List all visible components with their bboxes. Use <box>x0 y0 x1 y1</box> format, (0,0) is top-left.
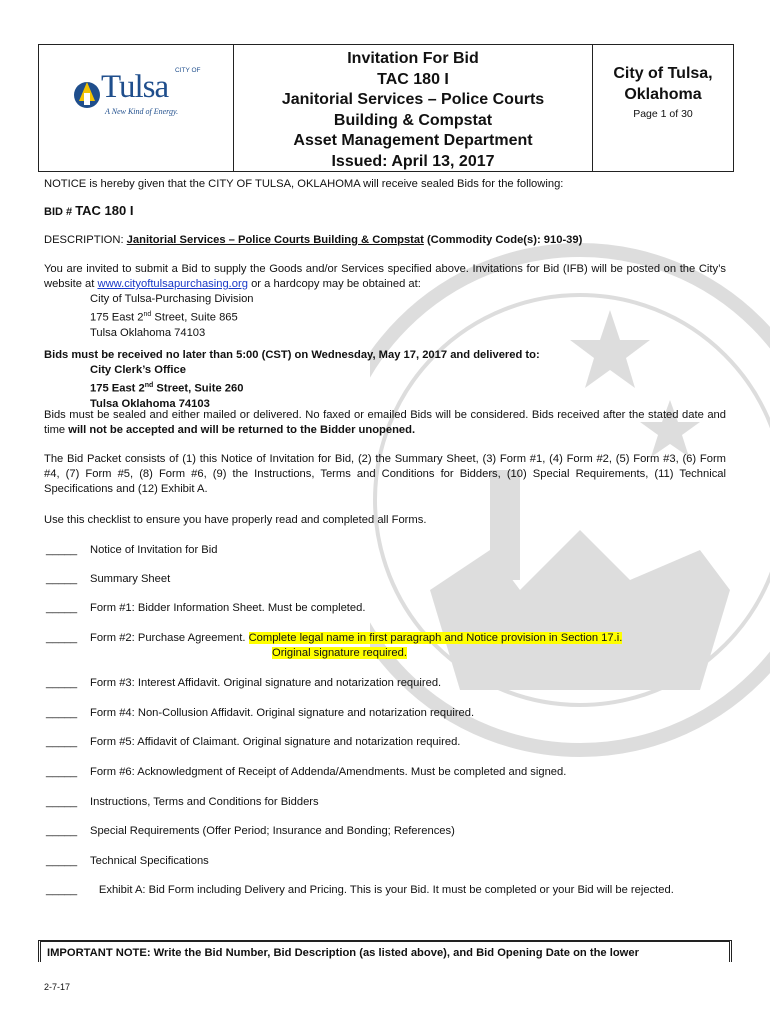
footer-date: 2-7-17 <box>44 982 71 992</box>
title-cell <box>234 45 593 171</box>
address-line <box>90 307 254 326</box>
checklist-blank[interactable]: _____ <box>46 825 78 837</box>
logo-tagline: A New Kind of Energy. <box>105 107 179 116</box>
title-line: Building & Compstat <box>333 111 493 129</box>
deadline-line: Bids must be received no later than 5:00 (CST) on Wednesday, May 17, 2017 and delivered to: <box>44 349 540 361</box>
checklist-blank[interactable]: _____ <box>46 632 78 644</box>
address-suite: Street, Suite 865 <box>151 311 238 324</box>
sealed-paragraph <box>44 408 726 438</box>
city-name <box>593 63 733 105</box>
checklist-item <box>46 601 366 616</box>
invite-paragraph <box>44 262 726 292</box>
checklist-blank[interactable]: _____ <box>46 884 78 896</box>
title-line: Invitation For Bid <box>347 50 479 67</box>
logo-city-of: CITY OF <box>175 67 201 74</box>
checklist-item <box>46 706 475 721</box>
checklist-blank[interactable]: _____ <box>46 855 78 867</box>
address-line: City Clerk’s Office <box>90 364 186 376</box>
checklist-intro: Use this checklist to ensure you have properly read and completed all Forms. <box>44 514 427 526</box>
checklist-label: Notice of Invitation for Bid <box>90 544 218 556</box>
form2-highlight-2: Original signature required. <box>272 647 407 659</box>
title-line: Asset Management Department <box>293 132 533 149</box>
checklist-item <box>46 543 218 558</box>
checklist-item <box>46 765 567 780</box>
checklist-label: Special Requirements (Offer Period; Insurance and Bonding; References) <box>90 825 455 837</box>
checklist-item <box>46 854 209 869</box>
checklist-blank[interactable]: _____ <box>46 573 78 585</box>
sealed-bold-text: will not be accepted and will be returned to the Bidder unopened. <box>68 424 416 436</box>
clerk-address <box>90 363 243 412</box>
checklist-blank[interactable]: _____ <box>46 544 78 556</box>
checklist-blank[interactable]: _____ <box>46 766 78 778</box>
checklist-item <box>46 824 455 839</box>
header-box <box>38 44 734 172</box>
checklist-blank[interactable]: _____ <box>46 677 78 689</box>
checklist-label: Form #6: Acknowledgment of Receipt of Addenda/Amendments. Must be completed and signed. <box>90 766 567 778</box>
invite-text: You are invited to submit a Bid to supply the Goods and/or Services specified above. Invitations for Bid (IFB) will be posted on the City’s website at <box>44 263 726 290</box>
bid-number <box>44 203 133 218</box>
checklist-label: Form #3: Interest Affidavit. Original signature and notarization required. <box>90 677 442 689</box>
page-number: Page 1 of 30 <box>633 108 693 120</box>
checklist-item <box>46 572 171 587</box>
checklist-item-exhibit <box>44 883 726 898</box>
checklist-blank[interactable]: _____ <box>46 796 78 808</box>
address-suite: Street, Suite 260 <box>153 382 244 395</box>
description-label: DESCRIPTION: <box>44 234 127 246</box>
bid-label: BID # <box>44 206 76 218</box>
description <box>44 233 582 248</box>
logo-cell <box>39 45 234 171</box>
title-line: Issued: April 13, 2017 <box>331 152 495 170</box>
city-line1: City of Tulsa, <box>613 65 713 82</box>
city-line2: Oklahoma <box>624 86 702 103</box>
address-line: Tulsa Oklahoma 74103 <box>90 397 210 410</box>
exhibit-label: Exhibit A: Bid Form including Delivery and Pricing. This is your Bid. It must be completed or your Bid will be rejected. <box>98 884 674 896</box>
checklist-label: Summary Sheet <box>90 573 171 585</box>
logo-wordmark: Tulsa <box>101 69 169 105</box>
checklist-item <box>46 795 319 810</box>
purchasing-address <box>90 292 254 341</box>
form2-highlight-line2 <box>272 646 407 661</box>
checklist-blank[interactable]: _____ <box>46 602 78 614</box>
checklist-label: Technical Specifications <box>90 855 209 867</box>
title-line: TAC 180 I <box>377 70 449 88</box>
checklist-label: Form #5: Affidavit of Claimant. Original signature and notarization required. <box>90 736 461 748</box>
invite-text-2: or a hardcopy may be obtained at: <box>247 278 421 290</box>
checklist-label: Form #1: Bidder Information Sheet. Must be completed. <box>90 602 366 614</box>
sealed-text: Bids must be sealed and either mailed or delivered. No faxed or emailed Bids will be considered. Bids received after the stated date and time <box>44 409 726 436</box>
form2-label: Form #2: Purchase Agreement. <box>90 632 246 644</box>
website-link[interactable]: www.cityoftulsapurchasing.org <box>97 278 248 290</box>
bid-value: TAC 180 I <box>75 203 134 218</box>
checklist-item <box>46 676 442 691</box>
form2-highlight: Complete legal name in first paragraph and Notice provision in Section 17.i. <box>248 632 623 644</box>
checklist-label <box>90 631 622 646</box>
address-line: Tulsa Oklahoma 74103 <box>90 326 206 339</box>
notice-text: NOTICE is hereby given that the CITY OF TULSA, OKLAHOMA will receive sealed Bids for the following: <box>44 178 564 190</box>
city-cell <box>593 45 733 171</box>
checklist-blank[interactable]: _____ <box>46 707 78 719</box>
packet-paragraph: The Bid Packet consists of (1) this Notice of Invitation for Bid, (2) the Summary Sheet, (3) Form #1, (4) Form #2, (5) Form #3, (6) Form #4, (7) Form #5, (8) Form #6, (9) the Instructions, Terms and Conditions for Bidders, (10) Special Requirements, (11) Technical Specifications and (12) Exhibit A. <box>44 453 726 495</box>
address-sup: nd <box>143 311 152 318</box>
checklist-label: Form #4: Non-Collusion Affidavit. Original signature and notarization required. <box>90 707 475 719</box>
address-sup: nd <box>144 382 154 389</box>
address-line <box>90 378 243 397</box>
address-line: City of Tulsa-Purchasing Division <box>90 293 254 305</box>
commodity-code: (Commodity Code(s): 910-39) <box>423 234 583 246</box>
address-street: 175 East 2 <box>90 311 144 324</box>
checklist-item-form2 <box>46 631 623 646</box>
description-value: Janitorial Services – Police Courts Building & Compstat <box>126 234 424 246</box>
title-line: Janitorial Services – Police Courts <box>281 91 545 108</box>
checklist-item <box>46 735 461 750</box>
checklist-label: Instructions, Terms and Conditions for Bidders <box>90 796 319 808</box>
address-street: 175 East 2 <box>90 382 145 395</box>
important-note: IMPORTANT NOTE: Write the Bid Number, Bid Description (as listed above), and Bid Opening Date on the lower <box>38 940 732 962</box>
checklist-blank[interactable]: _____ <box>46 736 78 748</box>
